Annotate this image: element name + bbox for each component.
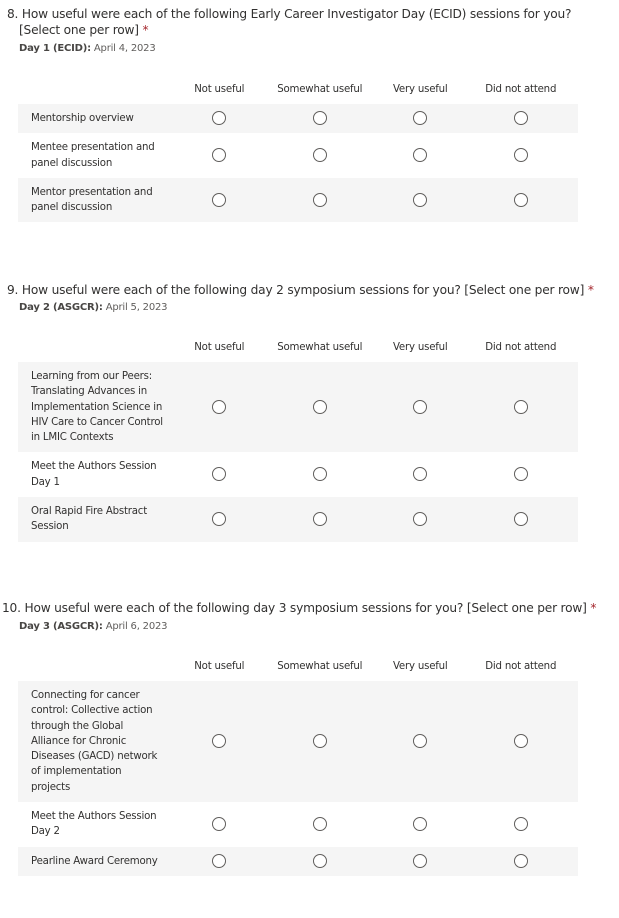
grid-cell xyxy=(169,452,270,497)
grid-row xyxy=(18,178,578,223)
day-date: April 6, 2023 xyxy=(105,621,168,632)
radio-button[interactable] xyxy=(514,193,528,207)
radio-button[interactable] xyxy=(313,148,327,162)
radio-button[interactable] xyxy=(313,193,327,207)
radio-button[interactable] xyxy=(514,400,528,414)
row-pad xyxy=(571,802,578,847)
row-pad xyxy=(571,362,578,452)
row-label: Meet the Authors Session Day 2 xyxy=(31,811,157,838)
grid-cell xyxy=(471,452,572,497)
grid-header-row xyxy=(18,332,578,362)
grid-cell xyxy=(270,497,371,542)
grid-cell xyxy=(169,681,270,802)
grid-row xyxy=(18,802,578,847)
header-pad xyxy=(571,332,578,362)
likert-grid xyxy=(18,651,578,876)
grid-row xyxy=(18,497,578,542)
grid-cell xyxy=(270,104,371,133)
grid-cell xyxy=(370,681,471,802)
column-header: Very useful xyxy=(392,341,448,353)
column-header: Somewhat useful xyxy=(277,341,363,353)
grid-cell xyxy=(370,104,471,133)
row-label: Learning from our Peers: Translating Advances in Implementation Science in HIV Care to Cancer Control in LMIC Contexts xyxy=(18,362,169,452)
grid-row xyxy=(18,133,578,178)
header-blank xyxy=(18,332,169,362)
radio-button[interactable] xyxy=(212,512,226,526)
grid-cell xyxy=(370,362,471,452)
column-header: Not useful xyxy=(194,341,245,353)
radio-button[interactable] xyxy=(413,193,427,207)
radio-button[interactable] xyxy=(413,111,427,125)
question-subtitle xyxy=(19,621,167,632)
radio-button[interactable] xyxy=(313,734,327,748)
grid-cell xyxy=(471,681,572,802)
grid-row xyxy=(18,362,578,452)
grid-cell xyxy=(471,802,572,847)
question-number: 8. xyxy=(7,7,19,21)
column-header: Did not attend xyxy=(485,660,557,672)
radio-button[interactable] xyxy=(313,467,327,481)
radio-button[interactable] xyxy=(413,734,427,748)
likert-grid xyxy=(18,74,578,222)
grid-cell xyxy=(270,452,371,497)
radio-button[interactable] xyxy=(212,193,226,207)
question-number: 9. xyxy=(7,283,19,297)
grid-cell xyxy=(169,362,270,452)
column-header: Not useful xyxy=(194,660,245,672)
radio-button[interactable] xyxy=(212,854,226,868)
column-header: Not useful xyxy=(194,83,245,95)
question-text: How useful were each of the following Early Career Investigator Day (ECID) sessions for you? xyxy=(21,7,572,21)
column-header: Somewhat useful xyxy=(277,83,363,95)
radio-button[interactable] xyxy=(313,400,327,414)
grid-row xyxy=(18,452,578,497)
radio-button[interactable] xyxy=(212,734,226,748)
radio-button[interactable] xyxy=(514,817,528,831)
radio-button[interactable] xyxy=(212,148,226,162)
grid-header-row xyxy=(18,651,578,681)
grid-cell xyxy=(370,497,471,542)
radio-button[interactable] xyxy=(413,467,427,481)
column-header: Very useful xyxy=(392,660,448,672)
radio-button[interactable] xyxy=(514,734,528,748)
radio-button[interactable] xyxy=(514,467,528,481)
radio-button[interactable] xyxy=(413,400,427,414)
radio-button[interactable] xyxy=(313,111,327,125)
question-title xyxy=(7,6,571,38)
day-date: April 5, 2023 xyxy=(105,302,168,313)
grid-cell xyxy=(370,802,471,847)
header-blank xyxy=(18,651,169,681)
row-label: Pearline Award Ceremony xyxy=(18,847,169,876)
day-label: Day 2 (ASGCR): xyxy=(19,302,103,313)
row-pad xyxy=(571,133,578,178)
required-marker: * xyxy=(142,23,149,37)
grid-cell xyxy=(169,847,270,876)
radio-button[interactable] xyxy=(413,148,427,162)
radio-button[interactable] xyxy=(413,512,427,526)
grid-cell xyxy=(471,497,572,542)
grid-cell xyxy=(169,133,270,178)
radio-button[interactable] xyxy=(514,148,528,162)
radio-button[interactable] xyxy=(514,512,528,526)
grid-cell xyxy=(370,178,471,223)
radio-button[interactable] xyxy=(212,467,226,481)
grid-cell xyxy=(471,362,572,452)
grid-cell xyxy=(169,497,270,542)
question-text-line2: [Select one per row] xyxy=(19,23,139,37)
required-marker: * xyxy=(587,283,594,297)
radio-button[interactable] xyxy=(514,854,528,868)
question-subtitle xyxy=(19,302,167,313)
grid-cell xyxy=(270,681,371,802)
grid-cell xyxy=(169,802,270,847)
grid-cell xyxy=(270,133,371,178)
radio-button[interactable] xyxy=(212,400,226,414)
row-pad xyxy=(571,178,578,223)
radio-button[interactable] xyxy=(212,111,226,125)
row-label: Oral Rapid Fire Abstract Session xyxy=(18,497,169,542)
grid-row xyxy=(18,681,578,802)
day-label: Day 3 (ASGCR): xyxy=(19,621,103,632)
grid-cell xyxy=(270,802,371,847)
grid-cell xyxy=(370,452,471,497)
row-pad xyxy=(571,847,578,876)
grid-cell xyxy=(370,847,471,876)
row-pad xyxy=(571,452,578,497)
grid-cell xyxy=(370,133,471,178)
radio-button[interactable] xyxy=(313,512,327,526)
radio-button[interactable] xyxy=(413,817,427,831)
grid-cell xyxy=(471,104,572,133)
grid-cell xyxy=(471,847,572,876)
radio-button[interactable] xyxy=(413,854,427,868)
grid-cell xyxy=(169,178,270,223)
question-number: 10. xyxy=(2,601,21,615)
grid-cell xyxy=(270,362,371,452)
question-subtitle xyxy=(19,43,156,54)
radio-button[interactable] xyxy=(313,817,327,831)
grid-cell xyxy=(471,178,572,223)
grid-cell xyxy=(169,104,270,133)
row-pad xyxy=(571,104,578,133)
row-label: Mentor presentation and panel discussion xyxy=(18,178,169,223)
grid-cell xyxy=(270,178,371,223)
day-label: Day 1 (ECID): xyxy=(19,43,91,54)
day-date: April 4, 2023 xyxy=(93,43,156,54)
row-pad xyxy=(571,681,578,802)
header-pad xyxy=(571,74,578,104)
question-text: How useful were each of the following day 3 symposium sessions for you? [Select one per row] xyxy=(24,601,587,615)
grid-row xyxy=(18,847,578,876)
grid-cell xyxy=(270,847,371,876)
radio-button[interactable] xyxy=(514,111,528,125)
column-header: Did not attend xyxy=(485,83,557,95)
row-label: Mentee presentation and panel discussion xyxy=(31,142,155,169)
question-title xyxy=(7,282,594,298)
likert-grid xyxy=(18,332,578,542)
header-blank xyxy=(18,74,169,104)
grid-row xyxy=(18,104,578,133)
row-label: Connecting for cancer control: Collective action through the Global Alliance for Chronic Diseases (GACD) network of implementation projects xyxy=(18,681,169,802)
question-title xyxy=(2,600,596,616)
row-label: Mentorship overview xyxy=(18,104,169,133)
radio-button[interactable] xyxy=(313,854,327,868)
row-label: Meet the Authors Session Day 1 xyxy=(31,461,157,488)
grid-header-row xyxy=(18,74,578,104)
row-pad xyxy=(571,497,578,542)
column-header: Did not attend xyxy=(485,341,557,353)
column-header: Somewhat useful xyxy=(277,660,363,672)
grid-cell xyxy=(471,133,572,178)
question-text: How useful were each of the following day 2 symposium sessions for you? [Select one per row] xyxy=(21,283,585,297)
header-pad xyxy=(571,651,578,681)
radio-button[interactable] xyxy=(212,817,226,831)
column-header: Very useful xyxy=(392,83,448,95)
required-marker: * xyxy=(590,601,597,615)
